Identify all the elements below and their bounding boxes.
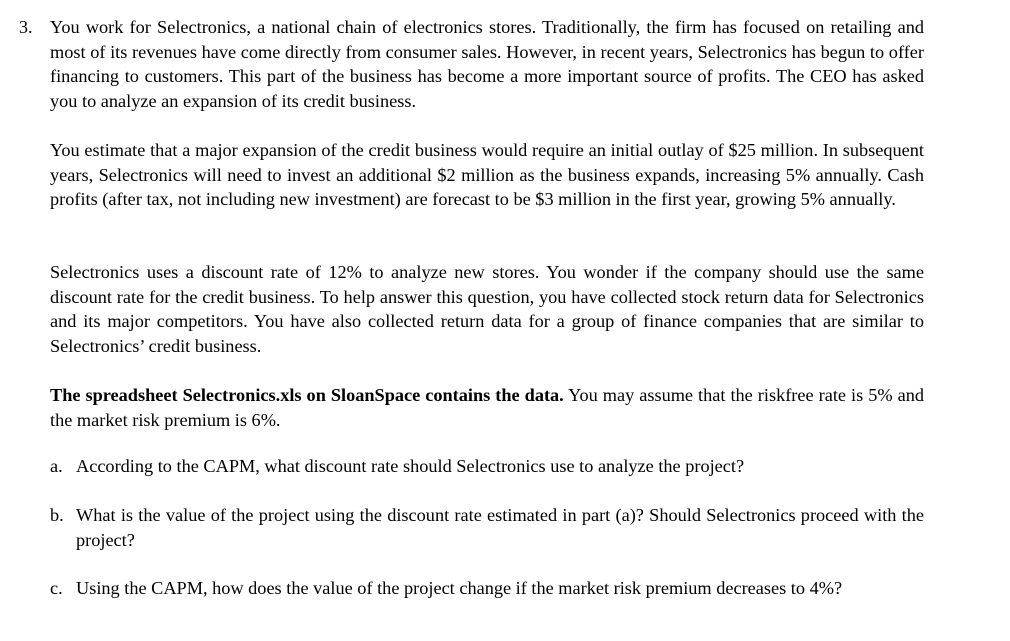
question-number: 3.	[19, 17, 33, 37]
discount-rate-paragraph: Selectronics uses a discount rate of 12% to analyze new stores. You wonder if the company should use the same discount rate for the credit business. To help answer this question, you have collected stock return data for Selectronics and its major competitors. You have also collected return data for a group of finance companies that are similar to Selectronics’ credit business.	[50, 262, 924, 356]
sub-question-b	[50, 503, 924, 552]
sub-question-label: c.	[50, 578, 63, 598]
spreadsheet-note: The spreadsheet Selectronics.xls on SloanSpace contains the data.	[50, 385, 564, 405]
sub-question-text: Using the CAPM, how does the value of the project change if the market risk premium decreases to 4%?	[76, 578, 843, 598]
sub-question-label: b.	[50, 505, 64, 525]
sub-question-c	[50, 576, 924, 601]
intro-paragraph: You work for Selectronics, a national chain of electronics stores. Traditionally, the firm has focused on retailing and most of its revenues have come directly from consumer sales. However, in recent years, Selectronics has begun to offer financing to customers. This part of the business has become a more important source of profits. The CEO has asked you to analyze an expansion of its credit business.	[50, 17, 924, 111]
sub-question-text: What is the value of the project using the discount rate estimated in part (a)? Should Selectronics proceed with the project?	[76, 505, 924, 550]
sub-question-text: According to the CAPM, what discount rate should Selectronics use to analyze the project?	[76, 456, 745, 476]
data-note-paragraph	[50, 383, 924, 432]
estimate-paragraph: You estimate that a major expansion of the credit business would require an initial outlay of $25 million. In subsequent years, Selectronics will need to invest an additional $2 million as the business expands, increasing 5% annually. Cash profits (after tax, not including new investment) are forecast to be $3 million in the first year, growing 5% annually.	[50, 140, 924, 210]
sub-question-label: a.	[50, 456, 63, 476]
sub-question-a	[50, 454, 924, 479]
assumption-note: You may assume that the riskfree rate is 5% and the market risk premium is 6%.	[50, 385, 924, 430]
